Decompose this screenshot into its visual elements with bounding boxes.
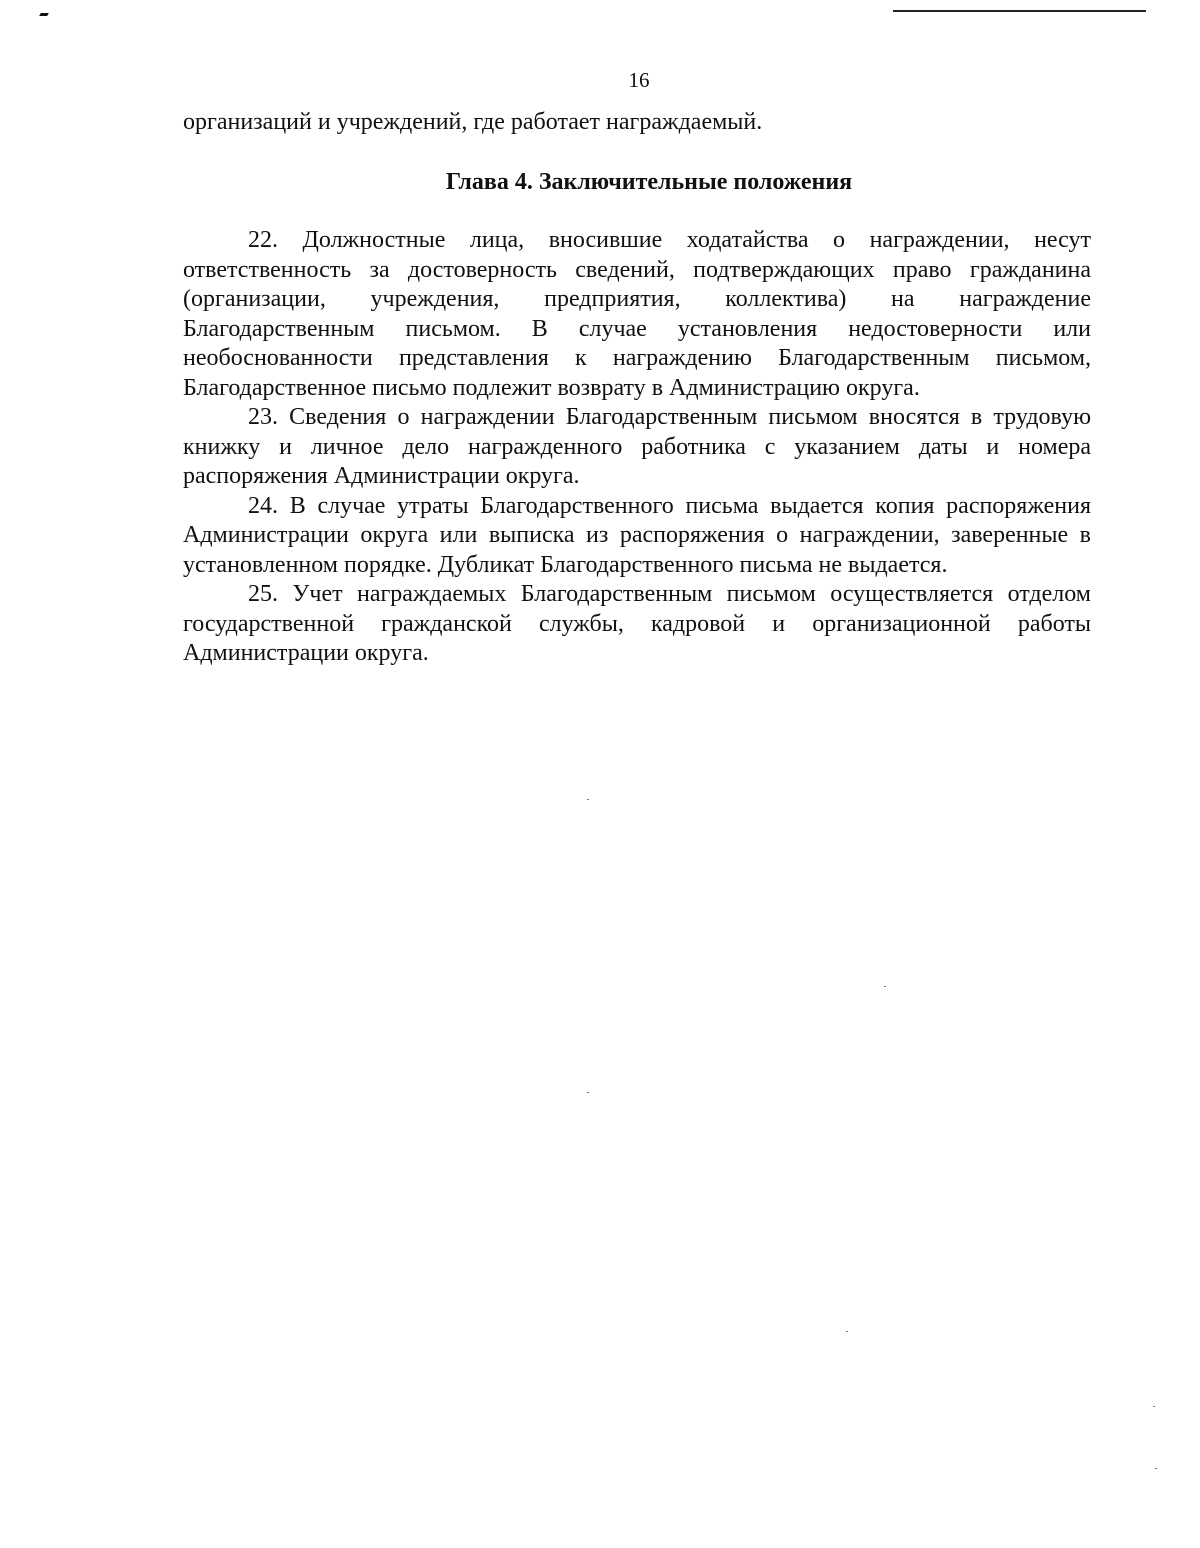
page-number: 16: [628, 68, 650, 92]
clause-25: 25. Учет награждаемых Благодарственным письмом осуществляется отделом государственной гражданской службы, кадровой и организационной работы Администрации округа.: [183, 581, 1091, 666]
scan-speck: [587, 799, 589, 800]
scan-speck: [884, 986, 886, 987]
header-rule: [893, 10, 1146, 12]
chapter-heading: [183, 168, 1091, 198]
clause-22: 22. Должностные лица, вносившие ходатайства о награждении, несут ответственность за достоверность сведений, подтверждающих право гражданина (организации, учреждения, предприятия, коллектива) на награждение Благодарственным письмом. В случае установления недостоверности или необоснованности представления к награждению Благодарственным письмом, Благодарственное письмо подлежит возврату в Администрацию округа.: [183, 227, 1091, 401]
carry-over-paragraph: организаций и учреждений, где работает награждаемый.: [183, 109, 763, 135]
scan-corner-mark: [39, 13, 49, 16]
scan-speck: [846, 1331, 848, 1332]
clauses-section: [183, 226, 1091, 669]
scan-speck: [587, 1092, 589, 1093]
scan-speck: [1155, 1468, 1157, 1469]
scan-speck: [1153, 1406, 1155, 1407]
chapter-heading-text: . Заключительные положения: [526, 169, 853, 195]
chapter-heading-prefix: Глава 4: [445, 169, 527, 195]
clause-24: 24. В случае утраты Благодарственного письма выдается копия распоряжения Администрации округа или выписка из распоряжения о награждении, заверенные в установленном порядке. Дубликат Благодарственного письма не выдается.: [183, 492, 1091, 578]
clause-23: 23. Сведения о награждении Благодарственным письмом вносятся в трудовую книжку и личное дело награжденного работника с указанием даты и номера распоряжения Администрации округа.: [183, 404, 1091, 489]
